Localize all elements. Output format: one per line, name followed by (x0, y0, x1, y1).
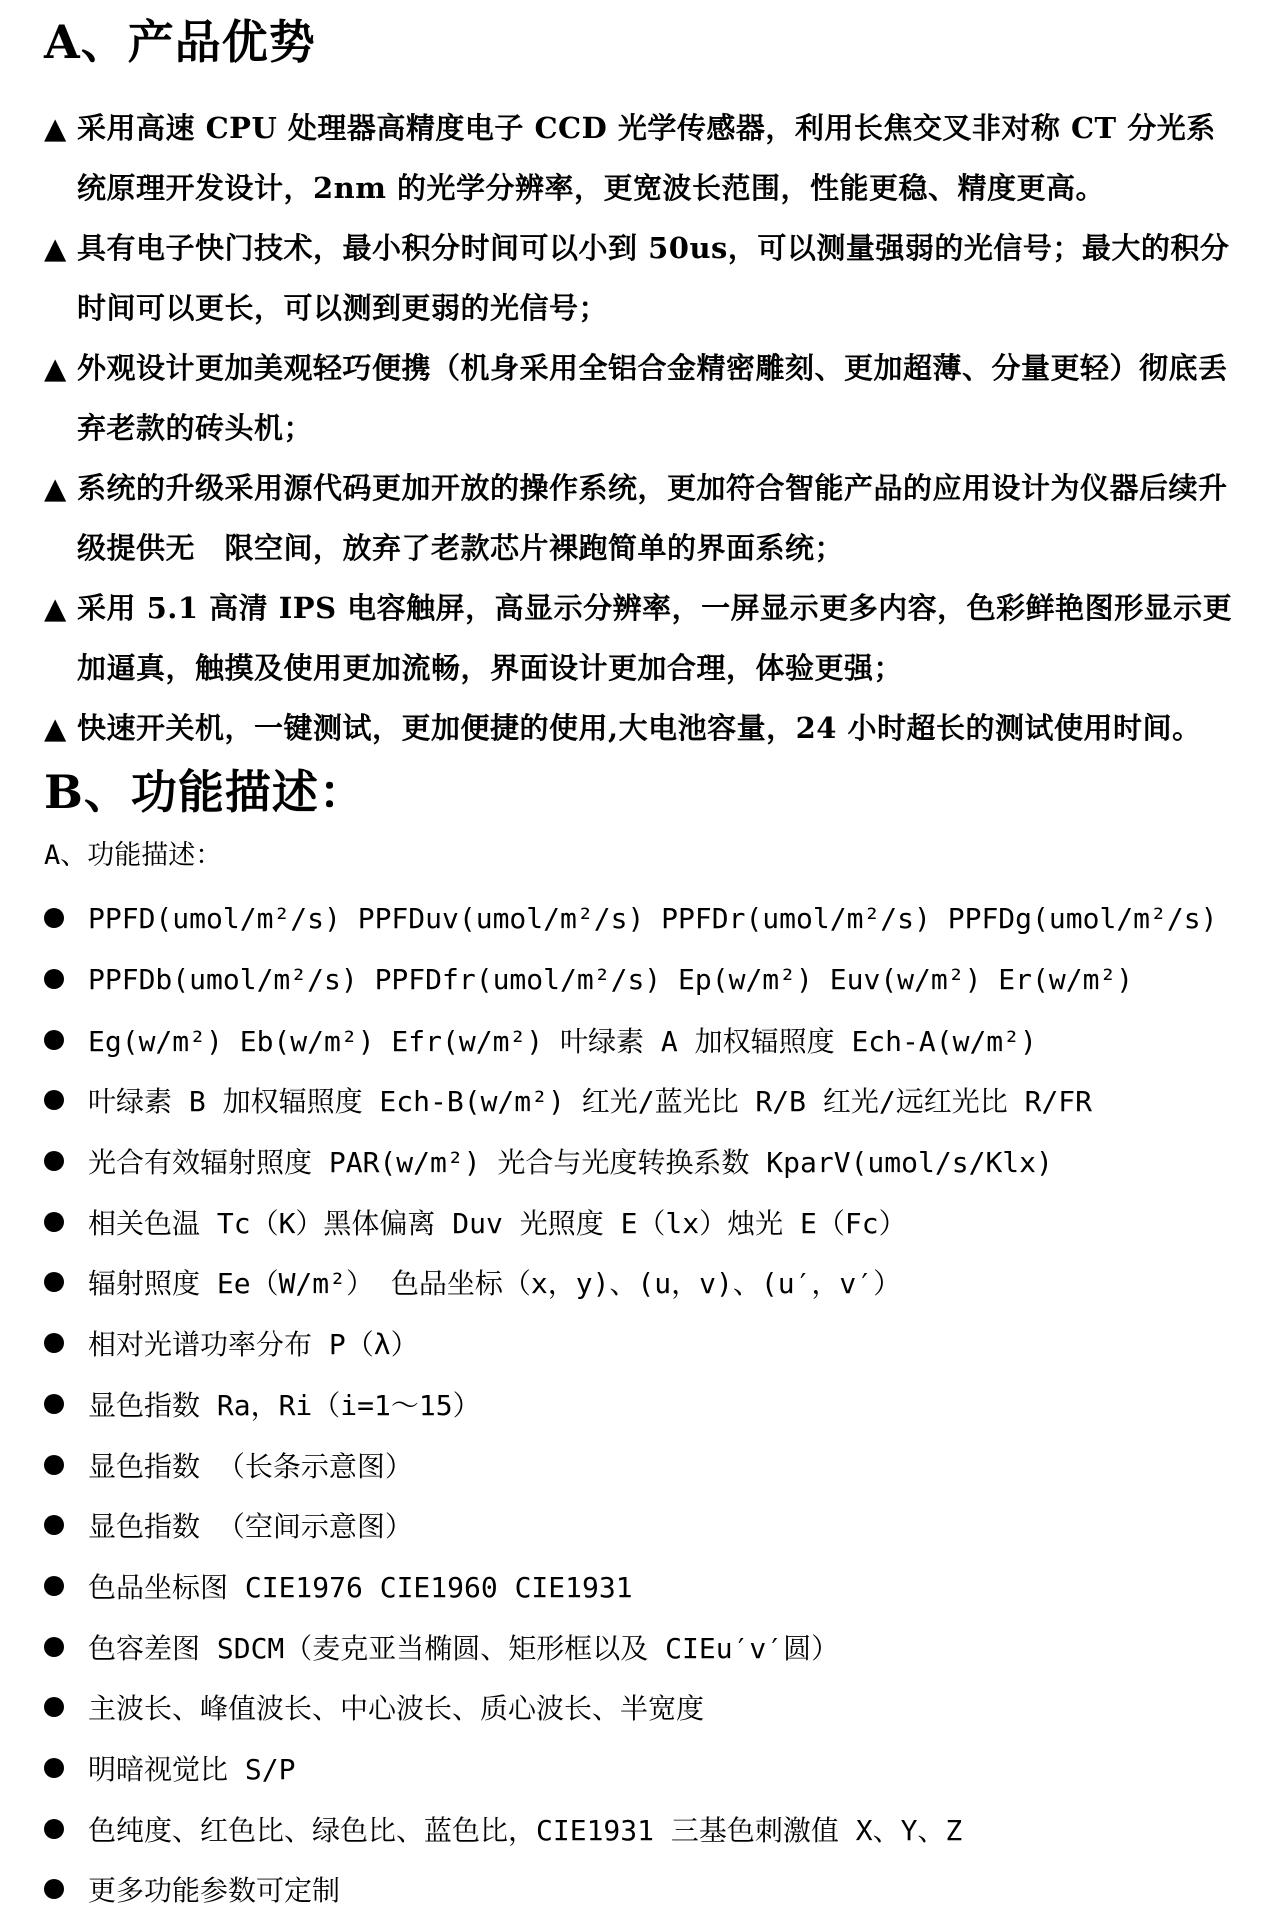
bullet-dot-icon (44, 1819, 64, 1839)
bullet-dot-icon (44, 1758, 64, 1778)
function-item: 显色指数 Ra，Ri（i=1～15） (44, 1374, 1234, 1435)
bullet-dot-icon (44, 1394, 64, 1414)
bullet-dot-icon (44, 1030, 64, 1050)
bullet-dot-icon (44, 1697, 64, 1717)
advantage-item: ▲ 采用 5.1 高清 IPS 电容触屏，高显示分辨率，一屏显示更多内容，色彩鲜艳图形显示更加逼真，触摸及使用更加流畅，界面设计更加合理，体验更强； (44, 578, 1234, 698)
section-a-title: A、产品优势 (44, 15, 316, 69)
advantage-item: ▲ 具有电子快门技术，最小积分时间可以小到 50us，可以测量强弱的光信号；最大的积分时间可以更长，可以测到更弱的光信号； (44, 218, 1234, 338)
bullet-dot-icon (44, 1879, 64, 1899)
function-item: 显色指数 （长条示意图） (44, 1434, 1234, 1495)
function-list (44, 888, 1234, 1920)
advantage-item: ▲ 系统的升级采用源代码更加开放的操作系统，更加符合智能产品的应用设计为仪器后续升级提供无 限空间，放弃了老款芯片裸跑简单的界面系统； (44, 458, 1234, 578)
triangle-bullet-icon: ▲ (44, 351, 67, 385)
advantage-item: ▲ 外观设计更加美观轻巧便携（机身采用全铝合金精密雕刻、更加超薄、分量更轻）彻底丢弃老款的砖头机； (44, 338, 1234, 458)
advantage-item: ▲ 采用高速 CPU 处理器高精度电子 CCD 光学传感器，利用长焦交叉非对称 CT 分光系统原理开发设计，2nm 的光学分辨率，更宽波长范围，性能更稳、精度更高。 (44, 98, 1234, 218)
function-item: 明暗视觉比 S/P (44, 1738, 1234, 1799)
function-item: 相对光谱功率分布 P（λ） (44, 1313, 1234, 1374)
bullet-dot-icon (44, 1090, 64, 1110)
bullet-dot-icon (44, 1212, 64, 1232)
function-item: 叶绿素 B 加权辐照度 Ech-B(w/m²) 红光/蓝光比 R/B 红光/远红光比 R/FR (44, 1070, 1234, 1131)
function-item: PPFDb(umol/m²/s) PPFDfr(umol/m²/s) Ep(w/m²) Euv(w/m²) Er(w/m²) (44, 949, 1234, 1010)
function-item: PPFD(umol/m²/s) PPFDuv(umol/m²/s) PPFDr(umol/m²/s) PPFDg(umol/m²/s) (44, 888, 1234, 949)
bullet-dot-icon (44, 1151, 64, 1171)
function-item: Eg(w/m²) Eb(w/m²) Efr(w/m²) 叶绿素 A 加权辐照度 Ech-A(w/m²) (44, 1009, 1234, 1070)
bullet-dot-icon (44, 1333, 64, 1353)
function-item: 显色指数 （空间示意图） (44, 1495, 1234, 1556)
function-item: 色纯度、红色比、绿色比、蓝色比，CIE1931 三基色刺激值 X、Y、Z (44, 1798, 1234, 1859)
bullet-dot-icon (44, 1455, 64, 1475)
triangle-bullet-icon: ▲ (44, 711, 67, 745)
function-subtitle: A、功能描述： (44, 840, 223, 871)
triangle-bullet-icon: ▲ (44, 471, 67, 505)
triangle-bullet-icon: ▲ (44, 111, 67, 145)
bullet-dot-icon (44, 1272, 64, 1292)
bullet-dot-icon (44, 1637, 64, 1657)
bullet-dot-icon (44, 1515, 64, 1535)
function-item: 色品坐标图 CIE1976 CIE1960 CIE1931 (44, 1556, 1234, 1617)
bullet-dot-icon (44, 969, 64, 989)
function-item: 光合有效辐射照度 PAR(w/m²) 光合与光度转换系数 KparV(umol/s/Klx) (44, 1131, 1234, 1192)
advantages-list (44, 98, 1234, 758)
bullet-dot-icon (44, 1576, 64, 1596)
function-item: 主波长、峰值波长、中心波长、质心波长、半宽度 (44, 1677, 1234, 1738)
function-item: 色容差图 SDCM（麦克亚当椭圆、矩形框以及 CIEu′v′圆） (44, 1616, 1234, 1677)
advantage-item: ▲ 快速开关机，一键测试，更加便捷的使用,大电池容量，24 小时超长的测试使用时间。 (44, 698, 1234, 758)
function-item: 更多功能参数可定制 (44, 1859, 1234, 1920)
function-item: 辐射照度 Ee（W/m²） 色品坐标（x，y)、(u，v)、(u′，v′） (44, 1252, 1234, 1313)
bullet-dot-icon (44, 908, 64, 928)
function-item: 相关色温 Tc（K）黑体偏离 Duv 光照度 E（lx）烛光 E（Fc） (44, 1191, 1234, 1252)
triangle-bullet-icon: ▲ (44, 231, 67, 265)
section-b-title: B、功能描述： (44, 765, 366, 819)
triangle-bullet-icon: ▲ (44, 591, 67, 625)
